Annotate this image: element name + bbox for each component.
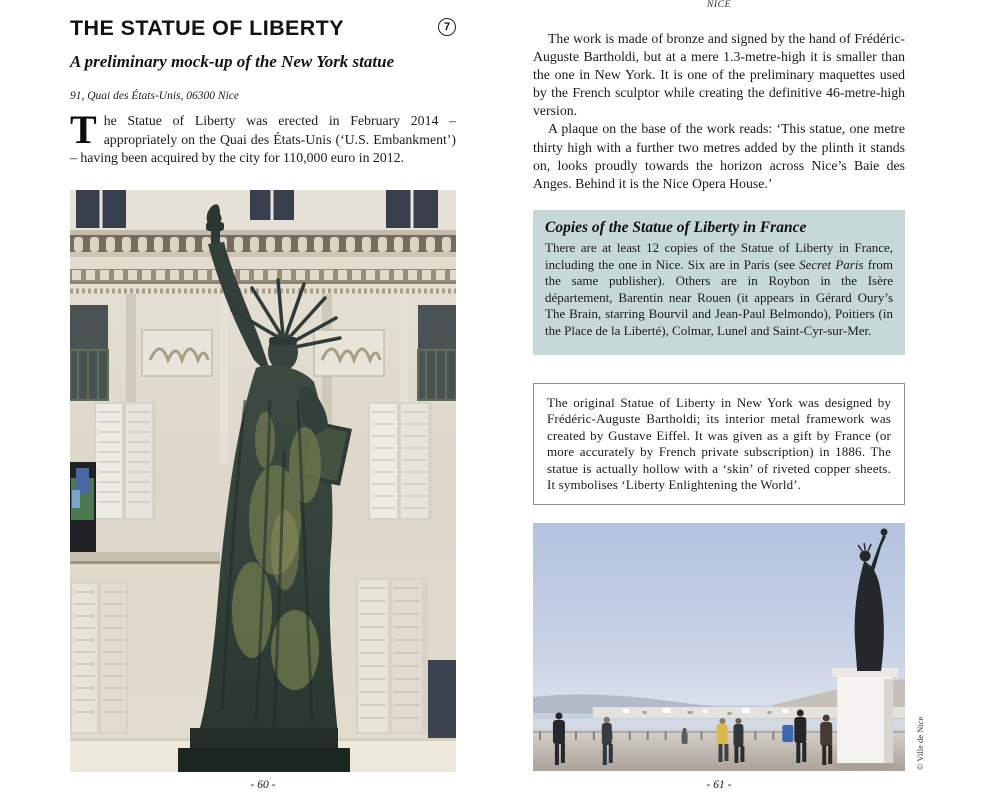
body-paragraph-1: The work is made of bronze and signed by the hand of Frédéric-Auguste Bartholdi, but at a mere 1.3-metre-high it is smaller than the one in New York. It is one of the preliminary maquettes used by the French sculptor while creating the definitive 46-metre-high version.: [533, 31, 905, 119]
page-subtitle: A preliminary mock-up of the New York statue: [70, 52, 395, 71]
chapter-number-badge: 7: [438, 18, 456, 36]
page-title: THE STATUE OF LIBERTY: [70, 16, 344, 40]
page-number-left: - 60 -: [250, 779, 276, 791]
body-paragraph-2: A plaque on the base of the work reads: ‘This statue, one metre thirty high with a further two metres added by the plinth it stands on, looks proudly towards the horizon across Nice’s Baie des Anges. Behind it is the Nice Opera House.’: [533, 121, 905, 191]
drop-cap: T: [70, 107, 97, 152]
promenade-photo: [533, 523, 905, 771]
running-header: NICE: [706, 0, 732, 10]
info-box-text: The original Statue of Liberty in New York was designed by Frédéric-Auguste Bartholdi; its interior metal framework was created by Gustave Eiffel. It was given as a gift by France (or more accurately by French private subscription) in 1886. The statue is actually hollow with a ‘skin’ of riveted copper sheets. It symbolises ‘Liberty Enlightening the World’.: [547, 395, 891, 493]
page-number-right: - 61 -: [706, 779, 732, 791]
sidebar-text-book-title: Secret Paris: [799, 256, 864, 272]
sidebar-box: [533, 210, 905, 355]
statue-facade-photo: [70, 190, 456, 772]
sidebar-text-lead: There are at least 12 copies of the Statue of Liberty in France, including the one in Nice. Six are in Paris (see: [545, 240, 893, 272]
title-row: [70, 16, 456, 41]
address-line: 91, Quai des États-Unis, 06300 Nice: [70, 90, 239, 102]
info-box: [533, 383, 905, 505]
sidebar-text: [545, 240, 893, 340]
intro-text: he Statue of Liberty was erected in February 2014 – appropriately on the Quai des États-Unis (‘U.S. Embankment’) – having been acquired by the city for 110,000 euro in 2012.: [70, 113, 456, 166]
body-column: [533, 30, 905, 193]
promenade-illustration: [533, 523, 905, 771]
sidebar-title: Copies of the Statue of Liberty in France: [545, 219, 807, 236]
photo-credit: © Ville de Nice: [915, 716, 925, 770]
sidebar-text-tail: from the same publisher). Others are in Roybon in the Isère département, Barentin near Rouen (it appears in Gérard Oury’s The Brain, starring Bourvil and Jean-Paul Belmondo), Poitiers (in the Place de la Liberté), Colmar, Lunel and Saint-Cyr-sur-Mer.: [545, 256, 893, 338]
statue-facade-illustration: [70, 190, 456, 772]
intro-paragraph: [70, 107, 456, 168]
